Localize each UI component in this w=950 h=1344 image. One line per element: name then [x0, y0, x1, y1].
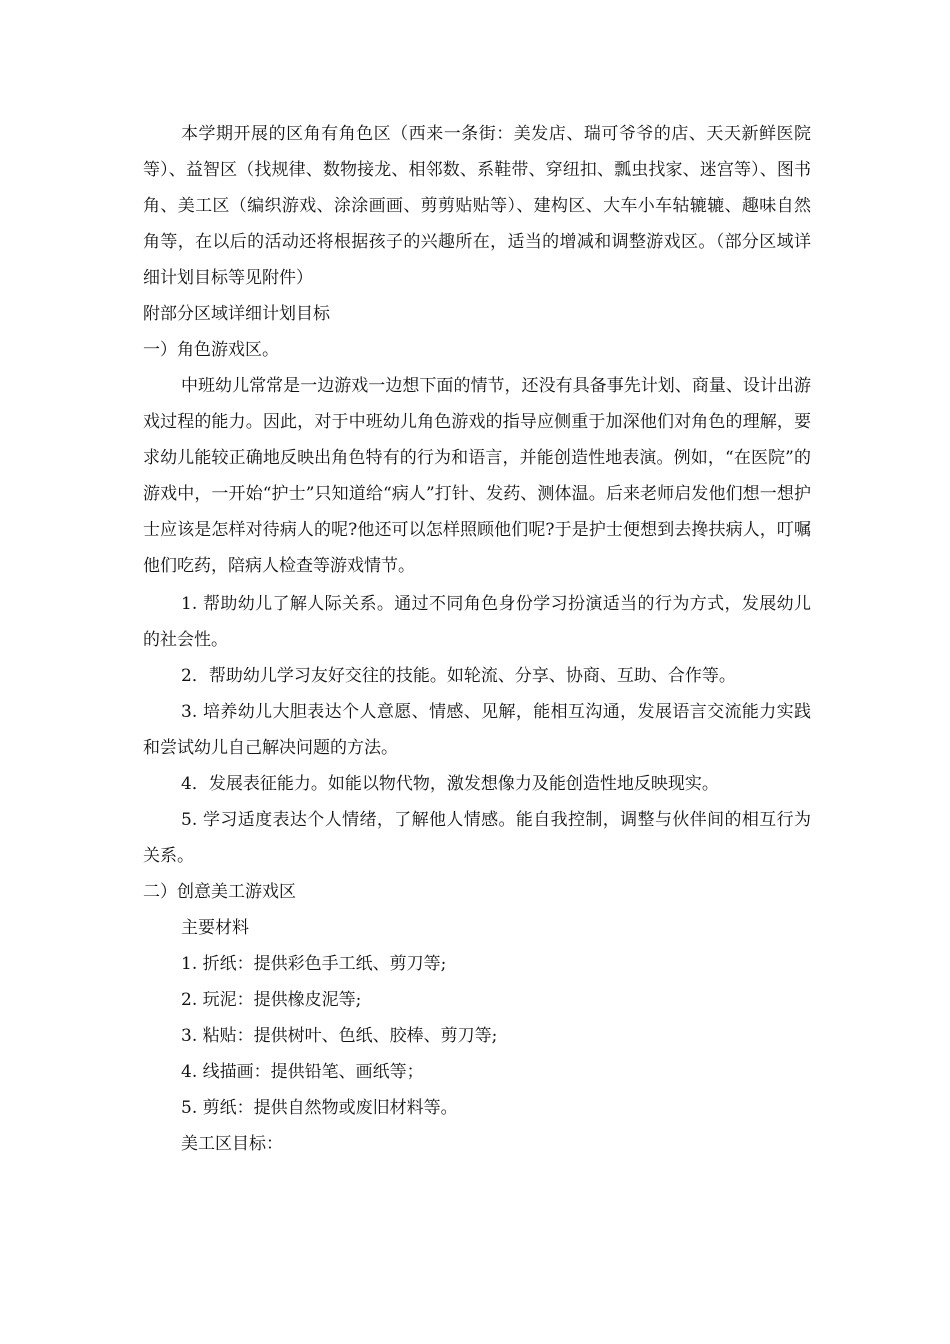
- section-1-title: 一）角色游戏区。: [143, 340, 279, 360]
- material-item-1: 1. 折纸：提供彩色手工纸、剪刀等;: [181, 954, 447, 974]
- section-1-body: 中班幼儿常常是一边游戏一边想下面的情节，还没有具备事先计划、商量、设计出游戏过程的能力。因此，对于中班幼儿角色游戏的指导应侧重于加深他们对角色的理解，要求幼儿能较正确地反映出角色特有的行为和语言，并能创造性地表演。例如，“在医院”的游戏中，一开始“护士”只知道给“病人”打针、发药、测体温。后来老师启发他们想一想护士应该是怎样对待病人的呢?他还可以怎样照顾他们呢?于是护士便想到去搀扶病人，叮嘱他们吃药，陪病人检查等游戏情节。: [143, 376, 811, 576]
- goal-item-3: 3. 培养幼儿大胆表达个人意愿、情感、见解，能相互沟通，发展语言交流能力实践和尝试幼儿自己解决问题的方法。: [143, 702, 811, 758]
- goal-item-5: 5. 学习适度表达个人情绪，了解他人情感。能自我控制，调整与伙伴间的相互行为关系。: [143, 810, 811, 866]
- material-item-5: 5. 剪纸：提供自然物或废旧材料等。: [181, 1098, 458, 1118]
- goal-item-2: 2．帮助幼儿学习友好交往的技能。如轮流、分享、协商、互助、合作等。: [181, 666, 736, 686]
- goal-item-1: 1. 帮助幼儿了解人际关系。通过不同角色身份学习扮演适当的行为方式，发展幼儿的社会性。: [143, 594, 811, 650]
- intro-paragraph: 本学期开展的区角有角色区（西来一条街：美发店、瑞可爷爷的店、天天新鲜医院等）、益智区（找规律、数物接龙、相邻数、系鞋带、穿纽扣、瓢虫找家、迷宫等）、图书角、美工区（编织游戏、涂涂画画、剪剪贴贴等）、建构区、大车小车轱辘辘、趣味自然角等，在以后的活动还将根据孩子的兴趣所在，适当的增减和调整游戏区。（部分区域详细计划目标等见附件）: [143, 124, 811, 288]
- material-item-2: 2. 玩泥：提供橡皮泥等;: [181, 990, 362, 1010]
- goal-item-4: 4．发展表征能力。如能以物代物，激发想像力及能创造性地反映现实。: [181, 774, 719, 794]
- section-2-title: 二）创意美工游戏区: [143, 882, 296, 902]
- art-goals-title: 美工区目标：: [181, 1134, 283, 1154]
- material-item-4: 4. 线描画：提供铅笔、画纸等；: [181, 1062, 424, 1082]
- materials-title: 主要材料: [181, 918, 249, 938]
- material-item-3: 3. 粘贴：提供树叶、色纸、胶棒、剪刀等;: [181, 1026, 498, 1046]
- document-body: [143, 116, 811, 1162]
- appendix-title: 附部分区域详细计划目标: [143, 304, 330, 324]
